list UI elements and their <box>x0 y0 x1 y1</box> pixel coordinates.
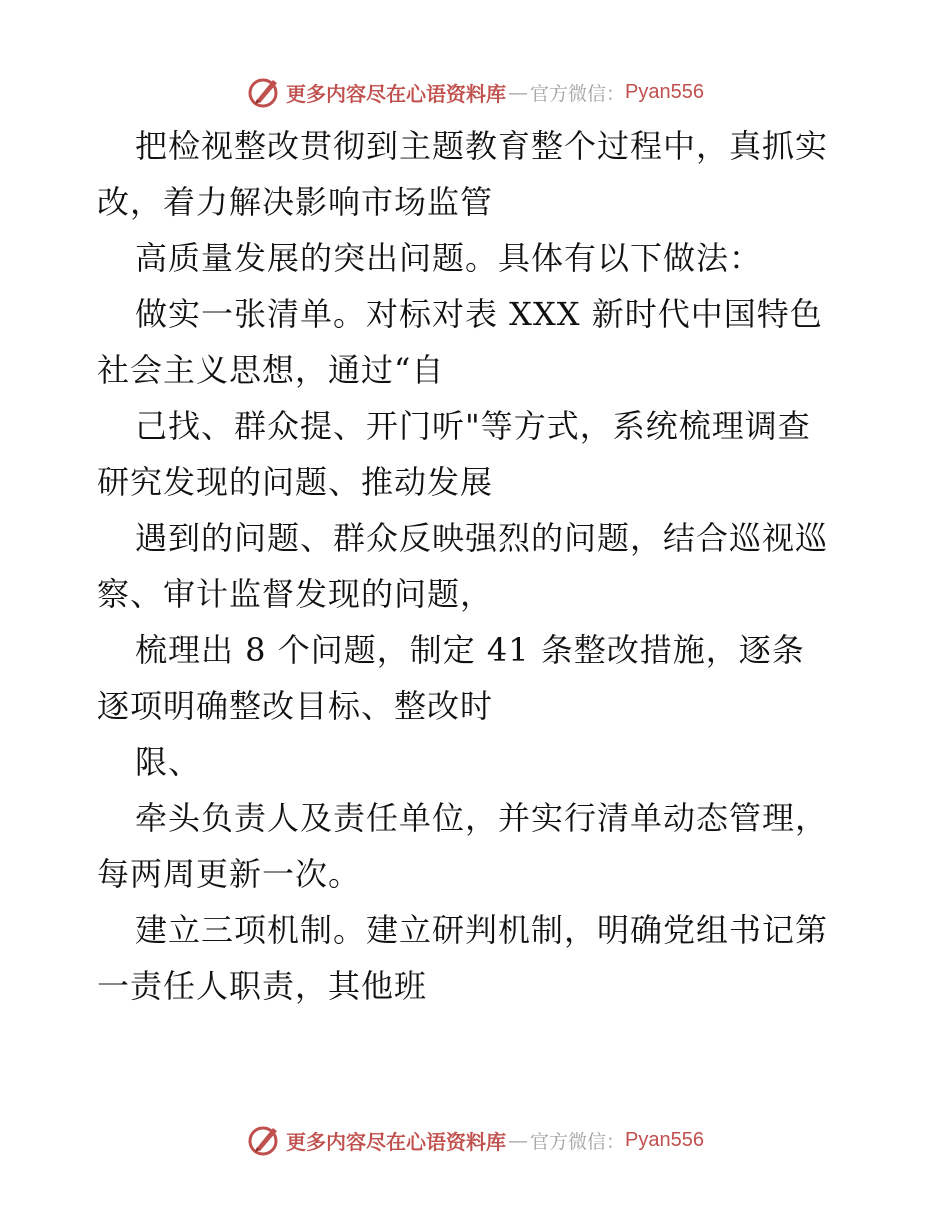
document-body <box>97 118 857 1014</box>
body-line: 每两周更新一次。 <box>97 855 362 893</box>
body-line: 建立三项机制。建立研判机制，明确党组书记第 <box>135 911 829 949</box>
quill-logo-icon <box>246 1122 282 1158</box>
header-brand-text: 更多内容尽在心语资料库 <box>286 81 506 106</box>
body-line: 研究发现的问题、推动发展 <box>97 463 494 501</box>
header-banner <box>0 72 950 112</box>
header-dash: — <box>508 80 528 104</box>
header-official-label: 官方微信： <box>530 82 626 105</box>
footer-wechat-handle: Pyan556 <box>625 1128 704 1151</box>
body-line: 牵头负责人及责任单位，并实行清单动态管理， <box>135 799 829 837</box>
body-line: 一责任人职责，其他班 <box>97 967 428 1005</box>
footer-official-label: 官方微信： <box>530 1130 626 1153</box>
footer-brand-text: 更多内容尽在心语资料库 <box>286 1129 506 1154</box>
body-line: 改，着力解决影响市场监管 <box>97 183 494 221</box>
body-line: 己找、群众提、开门听"等方式，系统梳理调查 <box>135 407 811 445</box>
body-line: 社会主义思想，通过“自 <box>97 351 445 389</box>
body-line: 高质量发展的突出问题。具体有以下做法： <box>135 239 763 277</box>
body-line: 把检视整改贯彻到主题教育整个过程中，真抓实 <box>135 127 829 165</box>
footer-banner <box>0 1120 950 1160</box>
header-wechat-handle: Pyan556 <box>625 80 704 103</box>
quill-logo-icon <box>246 74 282 110</box>
footer-dash: — <box>508 1128 528 1152</box>
body-line: 梳理出 8 个问题，制定 41 条整改措施，逐条 <box>135 631 805 669</box>
body-line: 限、 <box>135 743 202 781</box>
body-line: 察、审计监督发现的问题， <box>97 575 494 613</box>
body-line: 做实一张清单。对标对表 XXX 新时代中国特色 <box>135 295 823 333</box>
body-line: 遇到的问题、群众反映强烈的问题，结合巡视巡 <box>135 519 829 557</box>
body-line: 逐项明确整改目标、整改时 <box>97 687 494 725</box>
